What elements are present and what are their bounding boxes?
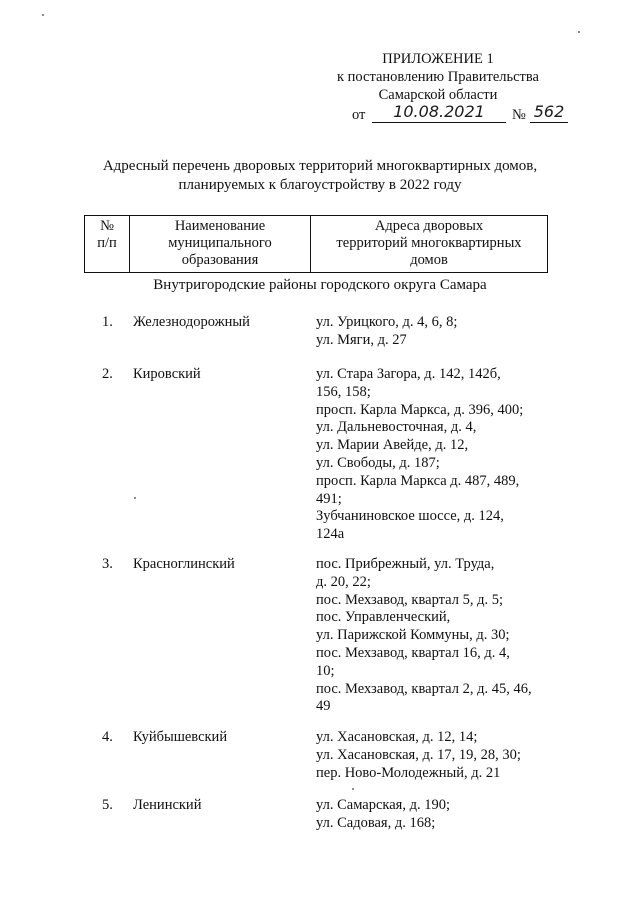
date-handwritten: 10.08.2021 [372,104,506,123]
row-addresses [316,729,521,782]
row-addresses [316,556,532,716]
row-municipality: Куйбышевский [133,729,228,745]
document-title [60,157,580,195]
row-municipality: Ленинский [133,797,202,813]
address-line: ул. Мяги, д. 27 [316,331,407,348]
appendix-title: ПРИЛОЖЕНИЕ 1 [382,51,494,67]
address-line: ул. Хасановская, д. 17, 19, 28, 30; [316,746,521,763]
row-addresses [316,366,523,544]
address-line: пер. Ново-Молодежный, д. 21 [316,764,501,781]
header-col-municipality-line-1: Наименование [174,218,266,234]
scan-speck [578,31,580,33]
row-municipality: Кировский [133,366,201,382]
row-number: 3. [102,556,113,572]
address-line: ул. Садовая, д. 168; [316,814,436,831]
appendix-block [318,50,558,104]
address-line: пос. Мехзавод, квартал 5, д. 5; [316,591,503,608]
header-col-municipality-line-3: образования [181,252,259,268]
header-col-municipality-line-2: муниципального [168,235,272,251]
address-line: 156, 158; [316,383,371,400]
row-number: 4. [102,729,113,745]
address-line: просп. Карла Маркса д. 487, 489, [316,472,520,489]
address-line: пос. Мехзавод, квартал 16, д. 4, [316,644,510,661]
address-line: 491; [316,490,342,507]
address-line: 10; [316,662,335,679]
row-number: 5. [102,797,113,813]
address-line: Зубчаниновское шоссе, д. 124, [316,508,504,525]
address-line: ул. Дальневосточная, д. 4, [316,419,477,436]
address-line: ул. Урицкого, д. 4, 6, 8; [316,314,458,330]
number-handwritten: 562 [530,104,568,123]
row-addresses [316,314,457,350]
row-number: 1. [102,314,113,330]
section-title: Внутригородские районы городского округа Самара [153,277,487,293]
address-line: ул. Стара Загора, д. 142, 142б, [316,366,501,382]
address-line: пос. Прибрежный, ул. Труда, [316,556,495,572]
row-number: 2. [102,366,113,382]
header-col-addresses [311,216,548,273]
scan-speck [42,14,44,16]
header-col-municipality [130,216,311,273]
header-col-number [85,216,130,273]
address-line: ул. Парижской Коммуны, д. 30; [316,627,510,644]
address-line: ул. Марии Авейде, д. 12, [316,437,469,454]
number-prefix: № [512,107,526,123]
document-title-line-2: планируемых к благоустройству в 2022 году [178,177,462,193]
header-col-addresses-line-3: домов [410,252,448,268]
address-line: ул. Самарская, д. 190; [316,797,450,813]
date-prefix: от [352,107,366,123]
header-col-number-line-2: п/п [97,235,117,251]
address-line: 124а [316,526,345,543]
row-addresses [316,797,450,833]
address-line: д. 20, 22; [316,573,371,590]
address-line: пос. Мехзавод, квартал 2, д. 45, 46, [316,680,532,697]
address-line: ул. Хасановская, д. 12, 14; [316,729,478,745]
document-title-line-1: Адресный перечень дворовых территорий многоквартирных домов, [102,158,538,174]
address-line: 49 [316,698,331,715]
header-col-addresses-line-1: Адреса дворовых [374,218,484,234]
row-municipality: Красноглинский [133,556,235,572]
address-line: ул. Свободы, д. 187; [316,454,440,471]
address-line: пос. Управленческий, [316,609,451,626]
address-line: просп. Карла Маркса, д. 396, 400; [316,401,524,418]
row-municipality: Железнодорожный [133,314,250,330]
appendix-decree-line: к постановлению Правительства [337,69,539,85]
scan-speck [352,788,354,790]
header-col-addresses-line-2: территорий многоквартирных [336,235,522,251]
scan-speck [134,497,136,499]
list-table-header [84,215,548,273]
appendix-region-line: Самарской области [378,87,498,103]
header-col-number-line-1: № [100,218,114,234]
